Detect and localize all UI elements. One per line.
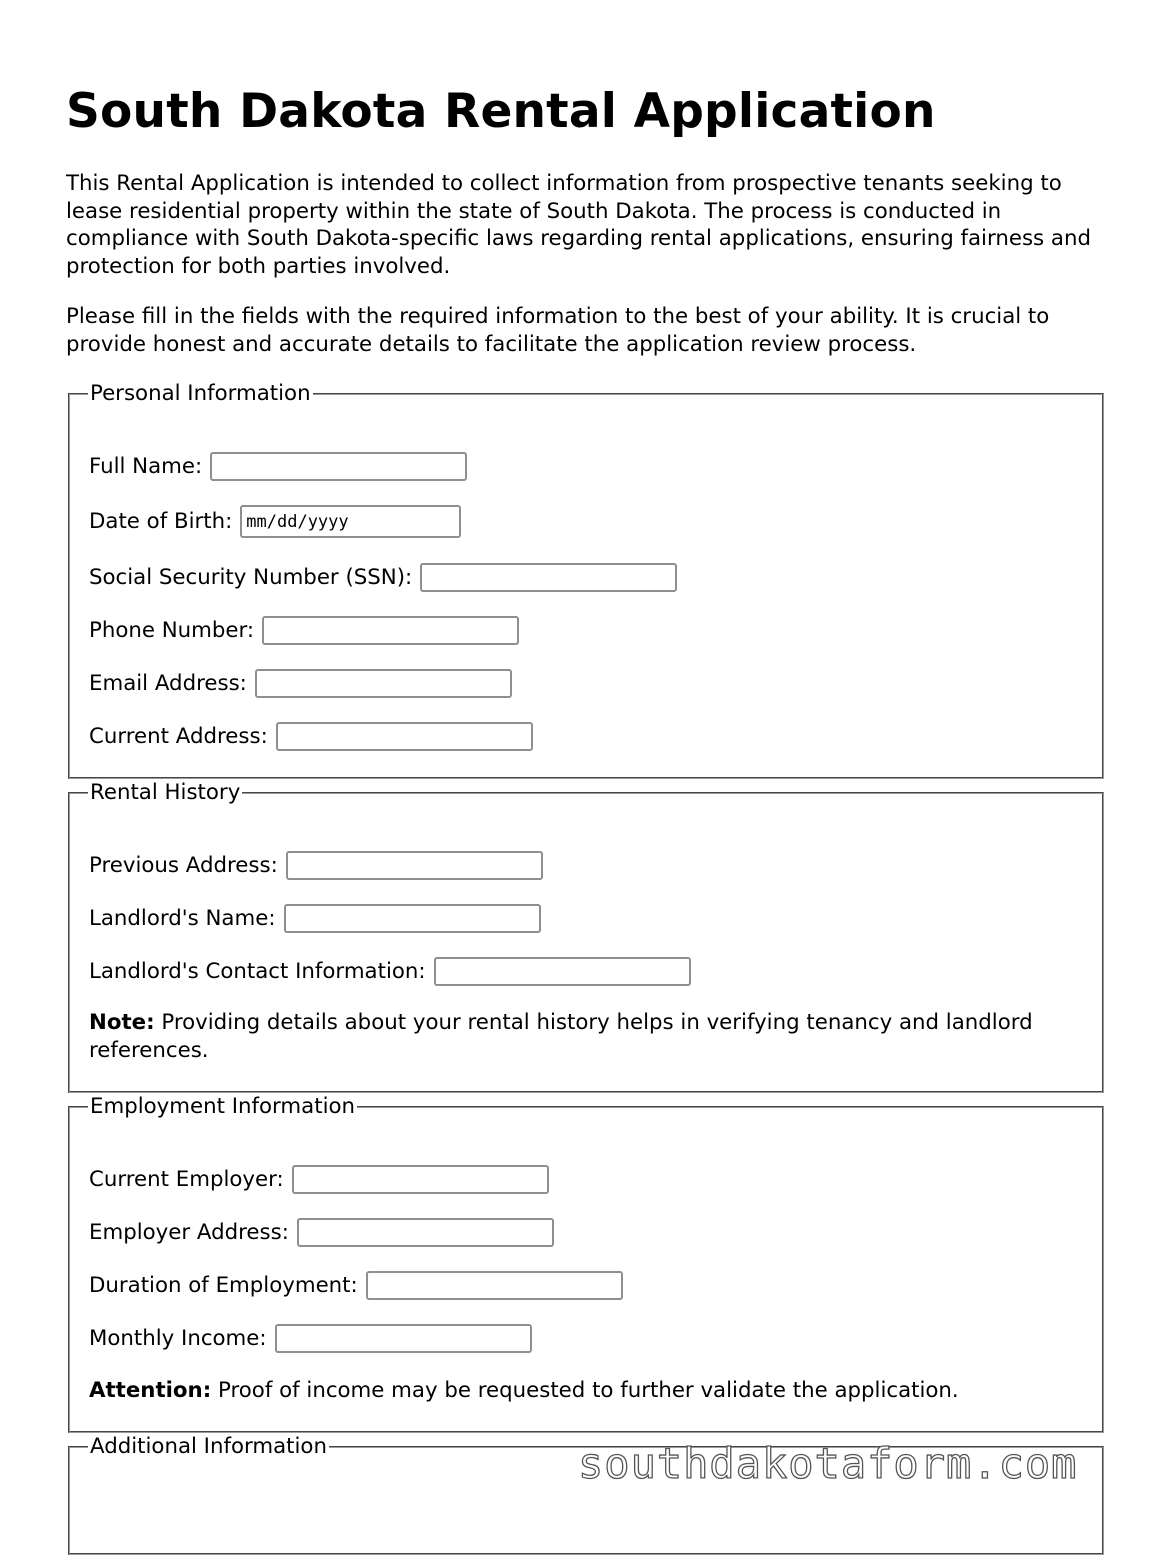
full-name-input[interactable] [210, 452, 467, 481]
attention-text: Proof of income may be requested to further validate the application. [211, 1378, 959, 1403]
rental-history-note [89, 1009, 1049, 1065]
watermark: southdakotaform.com [578, 1439, 1078, 1488]
monthly-income-input[interactable] [275, 1324, 532, 1353]
landlord-contact-row [89, 957, 691, 986]
page-title: South Dakota Rental Application [66, 84, 936, 139]
rental-history-legend: Rental History [90, 780, 241, 805]
landlord-name-label: Landlord's Name: [89, 906, 276, 931]
personal-information-legend: Personal Information [90, 381, 311, 406]
personal-information-section [68, 382, 1104, 779]
full-name-label: Full Name: [89, 454, 203, 479]
current-address-row [89, 722, 533, 751]
employer-address-input[interactable] [297, 1218, 554, 1247]
date-of-birth-row [89, 505, 461, 538]
rental-history-section [68, 781, 1104, 1093]
monthly-income-row [89, 1324, 532, 1353]
employment-attention-note [89, 1377, 1049, 1405]
landlord-name-input[interactable] [284, 904, 541, 933]
current-employer-input[interactable] [292, 1165, 549, 1194]
landlord-contact-input[interactable] [434, 957, 691, 986]
landlord-name-row [89, 904, 541, 933]
date-of-birth-label: Date of Birth: [89, 509, 233, 534]
employment-information-legend: Employment Information [90, 1094, 356, 1119]
employer-address-row [89, 1218, 554, 1247]
additional-information-legend: Additional Information [90, 1434, 327, 1459]
previous-address-label: Previous Address: [89, 853, 278, 878]
phone-number-label: Phone Number: [89, 618, 255, 643]
monthly-income-label: Monthly Income: [89, 1326, 267, 1351]
current-address-label: Current Address: [89, 724, 268, 749]
email-address-row [89, 669, 512, 698]
intro-paragraph: This Rental Application is intended to collect information from prospective tenants seeking to lease residential property within the state of South Dakota. The process is conducted in compliance with South Dakota-specific laws regarding rental applications, ensuring fairness and protection for both parties involved. [66, 171, 1091, 279]
ssn-row [89, 563, 677, 592]
full-name-row [89, 452, 467, 481]
date-of-birth-input[interactable] [240, 505, 461, 538]
email-address-input[interactable] [255, 669, 512, 698]
phone-number-row [89, 616, 519, 645]
email-address-label: Email Address: [89, 671, 247, 696]
employer-address-label: Employer Address: [89, 1220, 289, 1245]
phone-number-input[interactable] [262, 616, 519, 645]
ssn-input[interactable] [420, 563, 677, 592]
previous-address-row [89, 851, 543, 880]
note-text: Providing details about your rental history helps in verifying tenancy and landlord references. [89, 1010, 1033, 1063]
employment-duration-input[interactable] [366, 1271, 623, 1300]
landlord-contact-label: Landlord's Contact Information: [89, 959, 426, 984]
instructions-paragraph: Please fill in the fields with the required information to the best of your ability. It is crucial to provide honest and accurate details to facilitate the application review process. [66, 304, 1050, 357]
note-label: Note: [89, 1010, 155, 1035]
employment-duration-row [89, 1271, 623, 1300]
employment-duration-label: Duration of Employment: [89, 1273, 358, 1298]
employment-information-section [68, 1095, 1104, 1433]
current-employer-label: Current Employer: [89, 1167, 284, 1192]
previous-address-input[interactable] [286, 851, 543, 880]
attention-label: Attention: [89, 1378, 212, 1403]
ssn-label: Social Security Number (SSN): [89, 565, 413, 590]
current-address-input[interactable] [276, 722, 533, 751]
current-employer-row [89, 1165, 549, 1194]
